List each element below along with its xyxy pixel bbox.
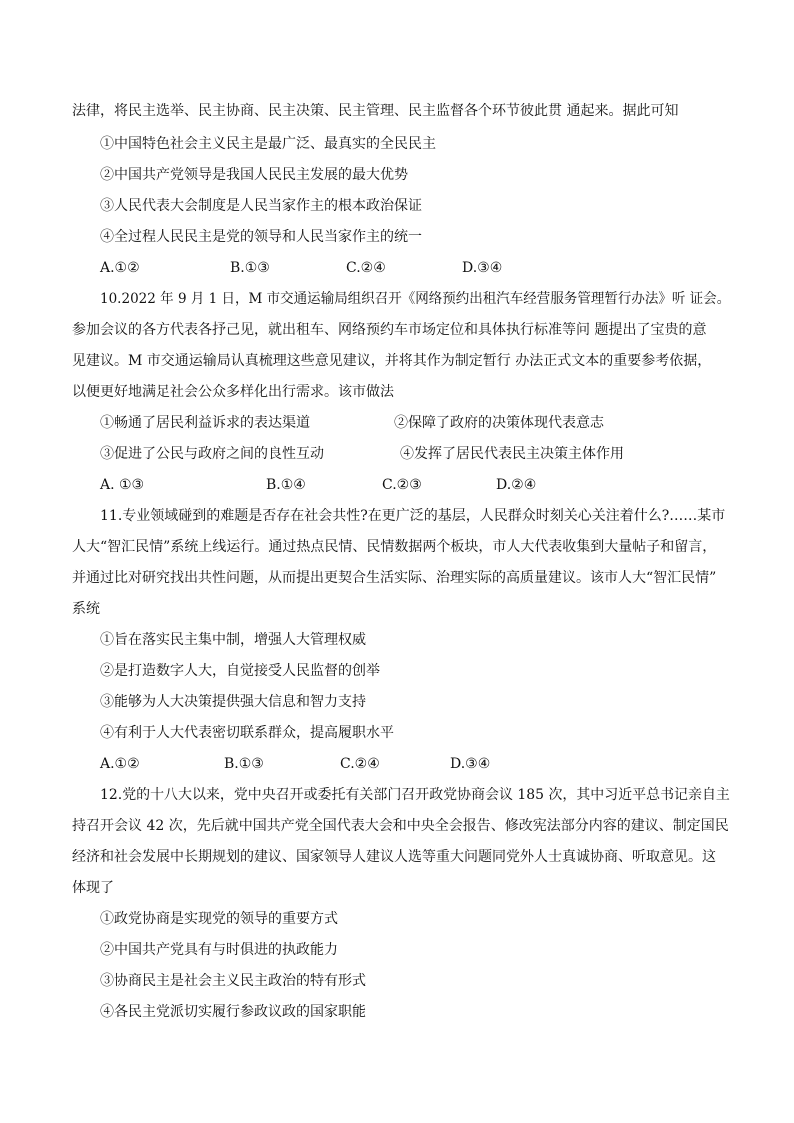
q10-stem-line-3: 见建议。M 市交通运输局认真梳理这些意见建议，并将其作为制定暂行 办法正式文本的重要参考依据， [72,353,712,369]
q12-item-1: ①政党协商是实现党的领导的重要方式 [100,911,338,927]
q9-option-b: B.①③ [230,260,270,276]
q10-item-4: ④发挥了居民代表民主决策主体作用 [400,446,624,462]
q9-item-3: ③人民代表大会制度是人民当家作主的根本政治保证 [100,198,422,214]
q12-item-2: ②中国共产党具有与时俱进的执政能力 [100,942,338,958]
q11-item-1: ①旨在落实民主集中制，增强人大管理权威 [100,632,366,648]
q11-stem-line-4: 系统 [72,601,100,617]
q12-stem-line-4: 体现了 [72,880,114,896]
q9-stem-tail: 法律，将民主选举、民主协商、民主决策、民主管理、民主监督各个环节彼此贯 通起来。据此可知 [72,103,679,119]
q9-option-c: C.②④ [346,260,386,276]
q12-item-4: ④各民主党派切实履行参政议政的国家职能 [100,1004,366,1020]
q10-stem-line-2: 参加会议的各方代表各抒己见，就出租车、网络预约车市场定位和具体执行标准等问 题提出了宝贵的意 [72,322,707,338]
q12-stem-line-1: 12.党的十八大以来，党中央召开或委托有关部门召开政党协商会议 185 次，其中习近平总书记亲自主 [100,787,730,803]
q11-stem-line-2: 人大“智汇民情”系统上线运行。通过热点民情、民情数据两个板块，市人大代表收集到大量帖子和留言， [72,539,717,555]
q10-item-1: ①畅通了居民利益诉求的表达渠道 [100,415,310,431]
q9-item-4: ④全过程人民民主是党的领导和人民当家作主的统一 [100,229,422,245]
q12-stem-line-3: 经济和社会发展中长期规划的建议、国家领导人建议人选等重大问题同党外人士真诚协商、听取意见。这 [72,849,716,865]
q11-option-a: A.①② [100,756,140,772]
q9-item-1: ①中国特色社会主义民主是最广泛、最真实的全民民主 [100,136,436,152]
q11-item-2: ②是打造数字人大，自觉接受人民监督的创举 [100,663,380,679]
q10-option-c: C.②③ [382,477,422,493]
q10-option-b: B.①④ [266,477,306,493]
q9-option-d: D.③④ [462,260,503,276]
q11-option-d: D.③④ [450,756,491,772]
q10-item-3: ③促进了公民与政府之间的良性互动 [100,446,324,462]
q11-option-c: C.②④ [340,756,380,772]
q10-option-d: D.②④ [496,477,537,493]
q10-stem-line-4: 以便更好地满足社会公众多样化出行需求。该市做法 [72,384,394,400]
q11-option-b: B.①③ [224,756,264,772]
q9-item-2: ②中国共产党领导是我国人民民主发展的最大优势 [100,167,408,183]
q11-stem-line-3: 并通过比对研究找出共性问题，从而提出更契合生活实际、治理实际的高质量建议。该市人大“智汇民情” [72,570,717,586]
q9-option-a: A.①② [100,260,140,276]
q11-item-3: ③能够为人大决策提供强大信息和智力支持 [100,694,366,710]
q10-stem-line-1: 10.2022 年 9 月 1 日，M 市交通运输局组织召开《网络预约出租汽车经营服务管理暂行办法》听 证会。 [100,291,731,307]
q10-option-a: A. ①③ [100,477,145,493]
q12-stem-line-2: 持召开会议 42 次，先后就中国共产党全国代表大会和中央全会报告、修改宪法部分内容的建议、制定国民 [72,818,729,834]
q12-item-3: ③协商民主是社会主义民主政治的特有形式 [100,973,366,989]
q11-stem-line-1: 11.专业领域碰到的难题是否存在社会共性?在更广泛的基层，人民群众时刻关心关注着什么?……某市 [100,508,726,524]
q10-item-2: ②保障了政府的决策体现代表意志 [394,415,604,431]
q11-item-4: ④有利于人大代表密切联系群众，提高履职水平 [100,725,394,741]
